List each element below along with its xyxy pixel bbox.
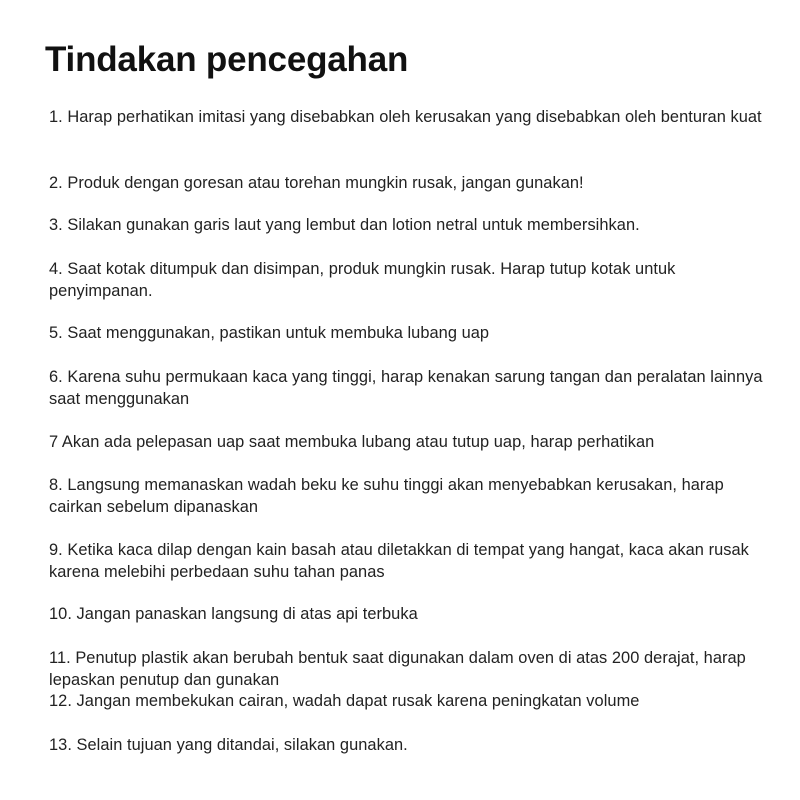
- precaution-item-12: 12. Jangan membekukan cairan, wadah dapat rusak karena peningkatan volume: [49, 692, 640, 710]
- precaution-item-8: 8. Langsung memanaskan wadah beku ke suhu tinggi akan menyebabkan kerusakan, harap cairkan sebelum dipanaskan: [49, 476, 724, 516]
- precaution-item-2: 2. Produk dengan goresan atau torehan mungkin rusak, jangan gunakan!: [49, 174, 584, 192]
- precaution-item-6: 6. Karena suhu permukaan kaca yang tinggi, harap kenakan sarung tangan dan peralatan lainnya saat menggunakan: [49, 368, 763, 408]
- precaution-item-3: 3. Silakan gunakan garis laut yang lembut dan lotion netral untuk membersihkan.: [49, 216, 640, 234]
- precaution-item-9: 9. Ketika kaca dilap dengan kain basah atau diletakkan di tempat yang hangat, kaca akan rusak karena melebihi perbedaan suhu tahan panas: [49, 541, 749, 581]
- precaution-item-7: 7 Akan ada pelepasan uap saat membuka lubang atau tutup uap, harap perhatikan: [49, 433, 655, 451]
- precaution-item-4: 4. Saat kotak ditumpuk dan disimpan, produk mungkin rusak. Harap tutup kotak untuk penyimpanan.: [49, 260, 676, 300]
- precaution-item-1: 1. Harap perhatikan imitasi yang disebabkan oleh kerusakan yang disebabkan oleh benturan kuat: [49, 108, 762, 126]
- precaution-item-5: 5. Saat menggunakan, pastikan untuk membuka lubang uap: [49, 324, 490, 342]
- page-title: Tindakan pencegahan: [45, 40, 409, 79]
- precaution-item-13: 13. Selain tujuan yang ditandai, silakan gunakan.: [49, 736, 408, 754]
- precaution-item-10: 10. Jangan panaskan langsung di atas api terbuka: [49, 605, 418, 623]
- precaution-item-11: 11. Penutup plastik akan berubah bentuk saat digunakan dalam oven di atas 200 derajat, harap lepaskan penutup dan gunakan: [49, 649, 746, 689]
